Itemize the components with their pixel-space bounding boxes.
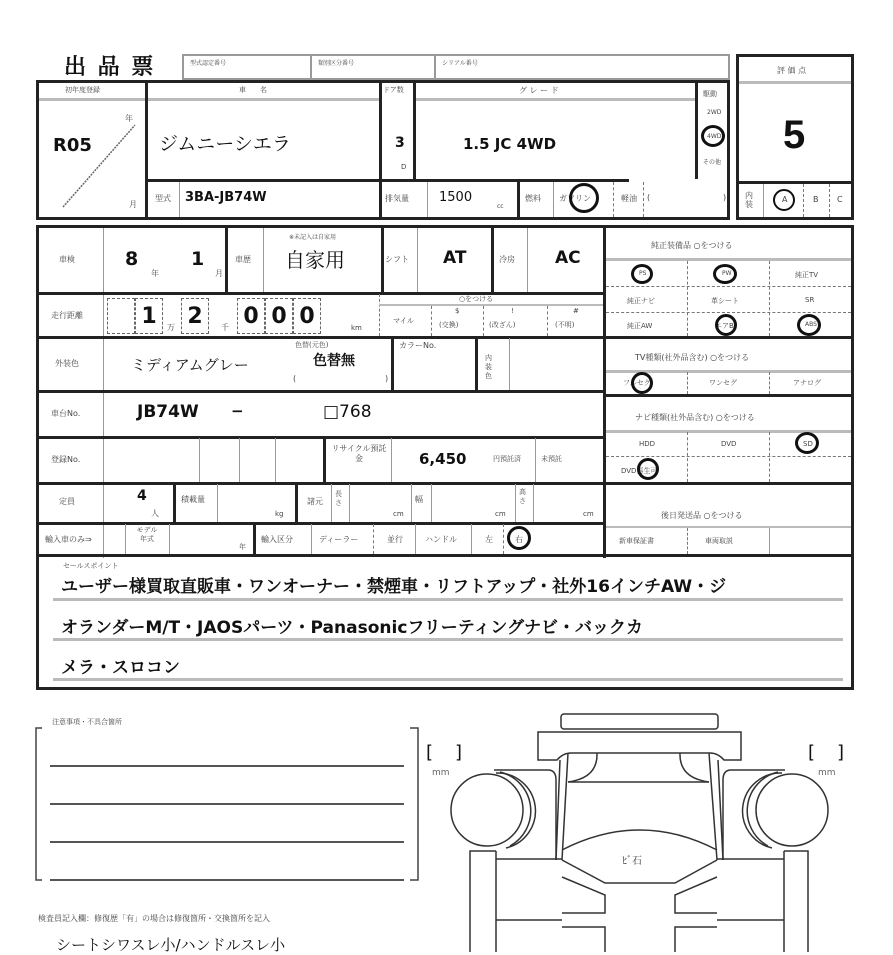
mileage-digit-6[interactable]: 0 <box>293 298 321 334</box>
fuel-option-gasoline[interactable]: ガソリン <box>559 194 591 203</box>
interior-option-c[interactable]: C <box>837 195 843 204</box>
header-fields <box>182 54 730 80</box>
history-value: 自家用 <box>285 248 345 272</box>
doors-count: 3 <box>395 135 405 151</box>
import-type-label: 輸入区分 <box>261 535 293 544</box>
tire-left-unit: mm <box>432 768 450 778</box>
dims-label: 諸元 <box>307 497 323 506</box>
score-value: 5 <box>783 113 806 157</box>
fuel-label: 燃料 <box>525 194 541 203</box>
tire-right-unit: mm <box>818 768 836 778</box>
model-label: 型式 <box>155 194 171 203</box>
repaint-value: 色替無 <box>313 353 355 369</box>
fuel-selected-circle <box>569 183 599 213</box>
ac-value: AC <box>555 248 581 268</box>
tv-title: TV種類(社外品含む) ○をつける <box>635 353 750 362</box>
car-name: ジムニーシエラ <box>159 133 291 155</box>
interior-selected-circle <box>773 189 795 211</box>
equip-pw[interactable]: PW <box>722 270 732 277</box>
shaken-year: 8 <box>125 248 139 270</box>
shift-label: シフト <box>385 255 409 264</box>
equip-ps[interactable]: PS <box>639 270 647 277</box>
import-label: 輸入車のみ⇒ <box>45 535 92 544</box>
mileage-option-tampered[interactable]: (改ざん) <box>489 321 516 329</box>
interior-color-label: 内装色 <box>485 354 492 380</box>
fuel-option-diesel[interactable]: 軽油 <box>621 194 637 203</box>
equip-ps-circle <box>631 264 653 284</box>
mileage-label: 走行距離 <box>51 311 83 320</box>
seats-label: 定員 <box>59 497 75 506</box>
chassis-label: 車台No. <box>51 409 81 418</box>
displacement-label: 排気量 <box>385 194 409 203</box>
later-warranty[interactable]: 新車保証書 <box>619 537 654 545</box>
exterior-color-label: 外装色 <box>55 359 79 368</box>
score-block <box>736 54 854 220</box>
mileage-digit-4[interactable]: 0 <box>237 298 265 334</box>
interior-option-a[interactable]: A <box>782 195 788 204</box>
repaint-label: 色替(元色) <box>295 341 329 349</box>
navi-title: ナビ種類(社外品含む) ○をつける <box>635 413 755 422</box>
type-cert-label: 型式認定番号 <box>190 60 227 67</box>
length-label: 長さ <box>335 490 342 507</box>
equip-airbag[interactable]: エアB <box>715 322 734 330</box>
seats-value: 4 <box>137 488 147 504</box>
notes-line-3[interactable] <box>52 824 404 842</box>
navi-dvd-playback[interactable]: DVD再生可 <box>621 467 658 475</box>
navi-dvd[interactable]: DVD <box>721 440 737 448</box>
handle-left[interactable]: 左 <box>485 535 493 544</box>
score-label: 評 価 点 <box>777 66 807 75</box>
equip-abs[interactable]: ABS <box>805 321 817 328</box>
mileage-option-unknown[interactable]: (不明) <box>555 321 575 329</box>
color-no-label: カラーNo. <box>399 341 437 350</box>
equip-genuine-navi[interactable]: 純正ナビ <box>627 297 655 305</box>
notes-line-4[interactable] <box>52 862 404 880</box>
first-registration-label: 初年度登録 <box>65 86 100 94</box>
history-label: 車歴 <box>235 255 251 264</box>
interior-option-b[interactable]: B <box>813 195 819 204</box>
registration-label: 登録No. <box>51 455 81 464</box>
handle-selected-circle <box>507 526 531 550</box>
tv-analog[interactable]: アナログ <box>793 379 821 387</box>
navi-hdd[interactable]: HDD <box>639 440 656 448</box>
diagonal-slash <box>59 121 139 211</box>
mileage-digit-1[interactable] <box>107 298 135 334</box>
tv-fullseg[interactable]: フルセグ <box>623 379 651 387</box>
history-note: ※未記入は自家用 <box>289 234 337 241</box>
later-items-title: 後日発送品 ○をつける <box>661 511 743 520</box>
mileage-mark-label: ○をつける <box>459 295 494 303</box>
sales-point-line-3: メラ・スロコン <box>61 658 180 678</box>
inspector-label: 検査員記入欄：修復歴「有」の場合は修復箇所・交換箇所を記入 <box>38 914 270 923</box>
later-manual[interactable]: 車両取説 <box>705 537 733 545</box>
tire-right-bracket: [ ] <box>808 742 847 763</box>
tv-fullseg-circle <box>631 372 653 394</box>
shaken-month: 1 <box>191 248 205 270</box>
drive-option-2wd[interactable]: 2WD <box>707 109 722 116</box>
shift-value: AT <box>443 248 467 268</box>
mileage-option-mile[interactable]: マイル <box>393 317 414 325</box>
equip-genuine-aw[interactable]: 純正AW <box>627 322 653 330</box>
drive-option-other[interactable]: その他 <box>703 159 722 166</box>
inspector-value: シートシワスレ小/ハンドルスレ小 <box>56 936 286 954</box>
notes-line-2[interactable] <box>52 786 404 804</box>
equip-airbag-circle <box>715 314 737 336</box>
import-parallel[interactable]: 並行 <box>387 535 403 544</box>
mileage-digit-5[interactable]: 0 <box>265 298 293 334</box>
recycle-amount: 6,450 <box>419 450 467 468</box>
sales-point-line-2: オランダーM/T・JAOSパーツ・Panasonicフリーティングナビ・バックカ <box>61 618 644 638</box>
shaken-label: 車検 <box>59 255 75 264</box>
import-dealer[interactable]: ディーラー <box>319 535 359 544</box>
recycle-label: リサイクル預託金 <box>331 444 387 463</box>
sales-points-label: セールスポイント <box>63 562 119 570</box>
doors-label: ドア数 <box>383 86 404 94</box>
recycle-not-deposited[interactable]: 未預託 <box>541 455 562 463</box>
equip-sunroof[interactable]: SR <box>805 296 815 304</box>
tire-left-bracket: [ ] <box>426 742 465 763</box>
notes-label: 注意事項・不具合箇所 <box>52 718 122 726</box>
equip-genuine-tv[interactable]: 純正TV <box>795 271 819 279</box>
mileage-digit-3[interactable]: 2 <box>181 298 209 334</box>
equip-abs-circle <box>797 314 821 336</box>
navi-sd[interactable]: SD <box>803 440 813 448</box>
mileage-digit-2[interactable]: 1 <box>135 298 163 334</box>
category-no-label: 類別区分番号 <box>318 60 355 67</box>
width-label: 幅 <box>415 495 423 504</box>
first-registration-year: R05 <box>53 135 92 156</box>
handle-label: ハンドル <box>425 535 457 544</box>
navi-sd-circle <box>795 432 819 454</box>
handle-right[interactable]: 右 <box>515 535 523 544</box>
model-year-label: モデル年式 <box>136 526 158 543</box>
chassis-dash: − <box>231 402 244 420</box>
vehicle-block: 初年度登録 R05 年 月 車 名 ジムニーシエラ 型式 3BA-JB74W ドア数 3 D グ レ ー ド 1.5 JC 4WD 駆動 2WD 4WD その他 排気量 1500 cc 燃料 ガソリン 軽油 ( ) <box>36 80 730 220</box>
chip-label: ﾋﾞ石 <box>622 856 642 867</box>
drive-selected-circle <box>701 125 725 147</box>
equipment-title: 純正装備品 ○をつける <box>651 241 733 250</box>
serial-no-label: シリアル番号 <box>442 60 478 67</box>
chassis-prefix: JB74W <box>137 402 199 422</box>
form-title: 出 品 票 <box>64 55 156 80</box>
recycle-deposited[interactable]: 円預託済 <box>493 455 521 463</box>
notes-line-1[interactable] <box>52 748 404 766</box>
main-info-block: 車検 8 年 1 月 車歴 ※未記入は自家用 自家用 シフト AT 冷房 AC 走行距離 1 万 2 千 0 0 0 km ○をつける マイル $ (交換) ! (改ざん) # (不明) 外装色 ミディアムグレー 色替(元色) 色替無 ( ) カラーNo. 内装色 車台No. JB74W − □768 登録No. リサイクル預託金 6,450 円預託済 未預託 定員 4 人 積載量 kg 諸元 長さ cm 幅 cm 高さ cm 輸入車のみ⇒ モデル年式 年 輸入区分 ディーラー 並行 ハンドル 左 右 純正装備品 ○をつける PS PW 純正TV 純正ナビ 革シート SR 純正AW エアB ABS TV種類(社外品含む) ○をつける フルセグ ワンセグ アナログ ナビ種類(社外品含む) ○をつける HDD DVD SD DVD再生可 後日発送品 ○をつける 新車保証書 車両取説 セールスポイント ユーザー様買取直販車・ワンオーナー・禁煙車・リフトアップ・社外16インチAW・ジ オランダーM/T・JAOSパーツ・Panasonicフリーティングナビ・バックカ メラ・スロコン <box>36 225 854 690</box>
mileage-option-replaced[interactable]: (交換) <box>439 321 459 329</box>
drive-label: 駆動 <box>703 90 717 98</box>
tv-oneseg[interactable]: ワンセグ <box>709 379 737 387</box>
chassis-suffix: □768 <box>323 402 372 422</box>
sales-point-line-1: ユーザー様買取直販車・ワンオーナー・禁煙車・リフトアップ・社外16インチAW・ジ <box>61 577 727 597</box>
equip-leather-seat[interactable]: 革シート <box>711 297 739 305</box>
displacement-value: 1500 <box>439 190 473 205</box>
load-label: 積載量 <box>181 495 205 504</box>
height-label: 高さ <box>519 488 526 505</box>
car-name-label: 車 名 <box>239 86 267 94</box>
grade-value: 1.5 JC 4WD <box>463 135 557 153</box>
grade-label: グ レ ー ド <box>519 86 559 95</box>
navi-dvd-playback-circle <box>637 458 659 480</box>
model-code: 3BA-JB74W <box>185 190 267 205</box>
interior-label: 内装 <box>745 191 753 209</box>
car-diagram <box>420 700 890 952</box>
drive-option-4wd[interactable]: 4WD <box>707 133 722 140</box>
equip-pw-circle <box>713 264 737 284</box>
exterior-color: ミディアムグレー <box>131 356 249 374</box>
ac-label: 冷房 <box>499 255 515 264</box>
